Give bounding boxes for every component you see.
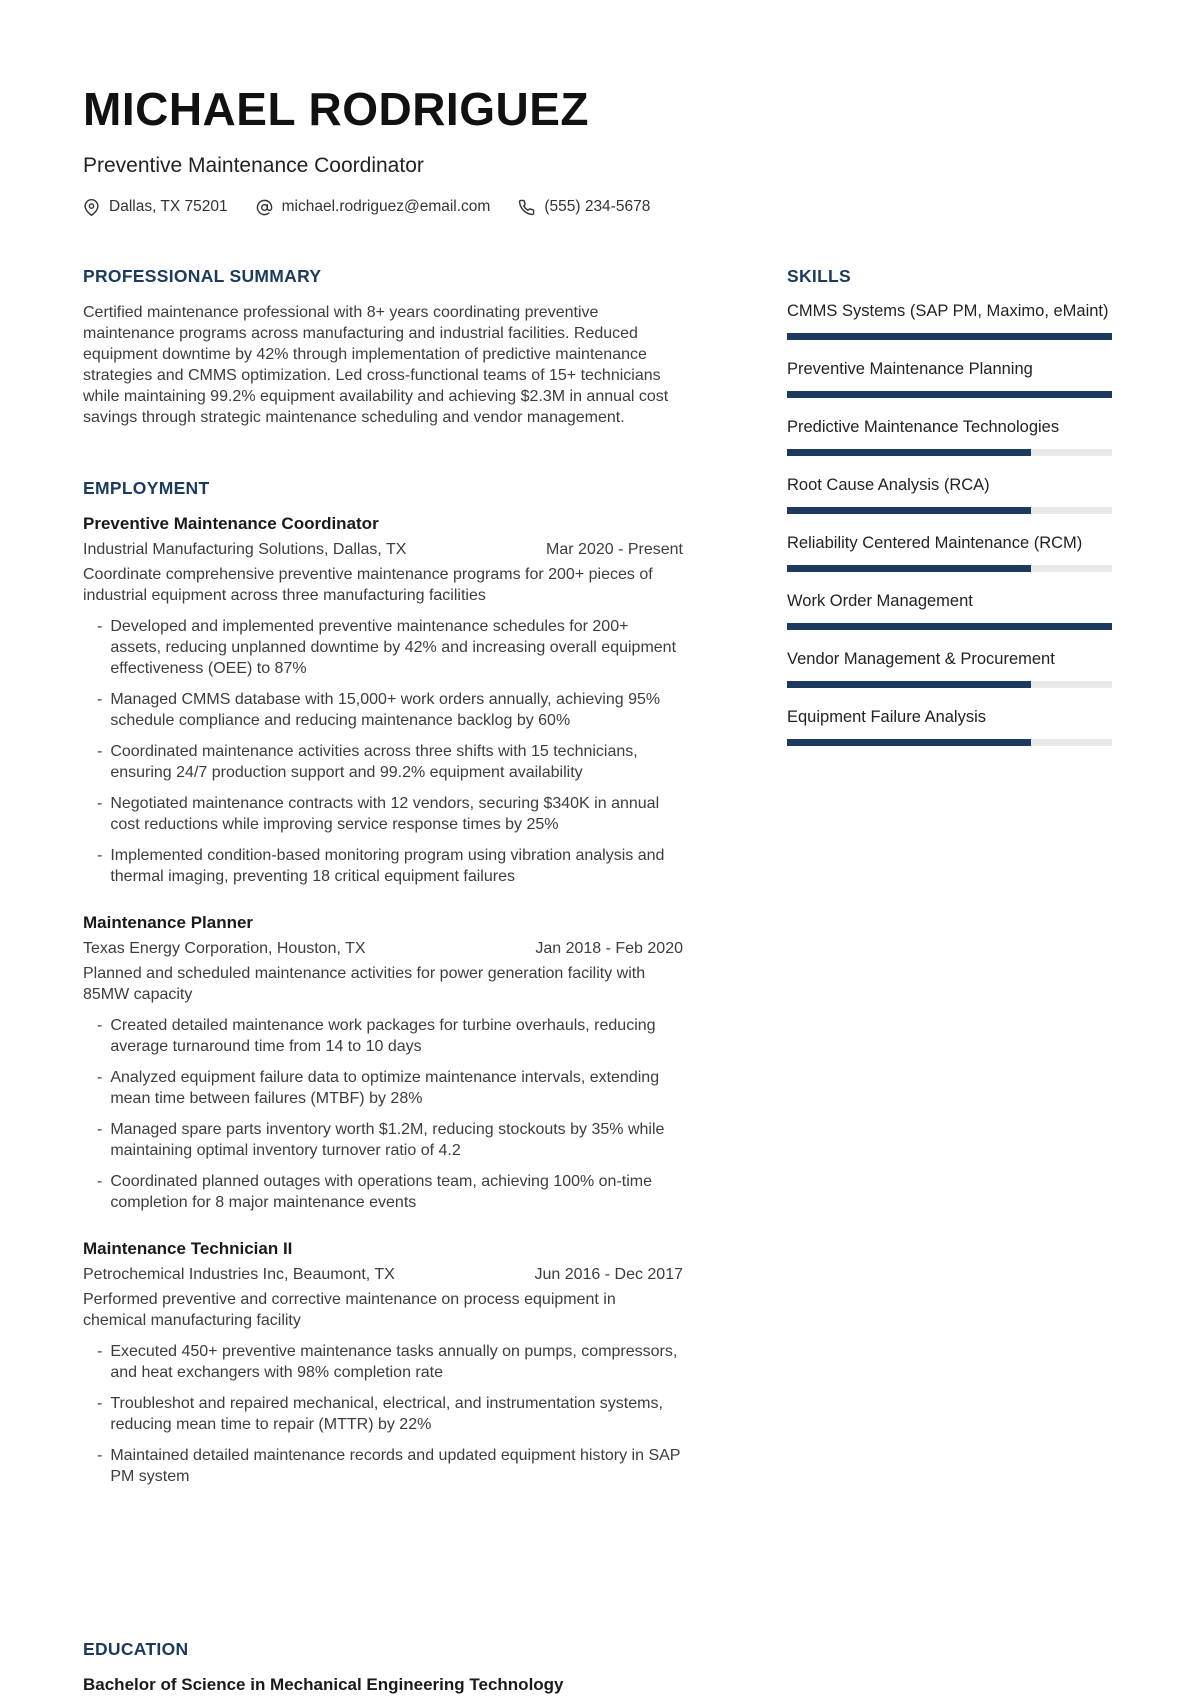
skill-progress-fill [787, 449, 1031, 456]
skill-item [787, 302, 1112, 340]
job-dates: Jan 2018 - Feb 2020 [535, 940, 683, 957]
job-bullet-list [83, 616, 683, 887]
education-section [83, 1639, 683, 1695]
skill-name: Root Cause Analysis (RCA) [787, 476, 990, 494]
skill-name: Vendor Management & Procurement [787, 650, 1055, 668]
contact-row [83, 198, 1112, 216]
job-title: Maintenance Planner [83, 913, 254, 932]
skill-item [787, 592, 1112, 630]
job-bullet: - Analyzed equipment failure data to optimize maintenance intervals, extending mean time between failures (MTBF) by 28% [83, 1067, 683, 1109]
job-bullet: - Implemented condition-based monitoring program using vibration analysis and thermal imaging, preventing 18 critical equipment failures [83, 845, 683, 887]
at-sign-icon [256, 199, 273, 216]
skill-progress-fill [787, 565, 1031, 572]
job-company: Industrial Manufacturing Solutions, Dallas, TX [83, 541, 407, 558]
content-columns [83, 266, 1112, 1695]
job-bullet: - Developed and implemented preventive maintenance schedules for 200+ assets, reducing unplanned downtime by 42% and increasing overall equipment effectiveness (OEE) to 87% [83, 616, 683, 679]
skill-progress-track [787, 333, 1112, 340]
employment-section [83, 478, 683, 1487]
contact-location-text: Dallas, TX 75201 [109, 198, 228, 215]
summary-heading: PROFESSIONAL SUMMARY [83, 266, 322, 286]
job-entry [83, 1239, 683, 1487]
right-column [787, 266, 1112, 1695]
summary-section [83, 266, 683, 428]
skill-progress-fill [787, 333, 1112, 340]
job-bullet: - Coordinated maintenance activities across three shifts with 15 technicians, ensuring 24/7 production support and 99.2% equipment availability [83, 741, 683, 783]
job-bullet: - Created detailed maintenance work packages for turbine overhauls, reducing average turnaround time from 14 to 10 days [83, 1015, 683, 1057]
skill-progress-track [787, 739, 1112, 746]
job-meta-row [83, 541, 683, 559]
skill-progress-fill [787, 507, 1031, 514]
job-company: Texas Energy Corporation, Houston, TX [83, 940, 366, 957]
skill-item [787, 476, 1112, 514]
job-title: Maintenance Technician II [83, 1239, 293, 1258]
contact-phone [518, 198, 650, 216]
job-meta-row [83, 940, 683, 958]
job-company: Petrochemical Industries Inc, Beaumont, TX [83, 1266, 395, 1283]
job-bullet: - Managed CMMS database with 15,000+ work orders annually, achieving 95% schedule compliance and reducing maintenance backlog by 60% [83, 689, 683, 731]
job-bullet: - Troubleshot and repaired mechanical, electrical, and instrumentation systems, reducing mean time to repair (MTTR) by 22% [83, 1393, 683, 1435]
job-bullet-list [83, 1015, 683, 1213]
job-description: Planned and scheduled maintenance activities for power generation facility with 85MW capacity [83, 965, 646, 1003]
job-title: Preventive Maintenance Coordinator [83, 514, 379, 533]
skill-item [787, 534, 1112, 572]
skill-progress-track [787, 507, 1112, 514]
employment-heading: EMPLOYMENT [83, 478, 210, 498]
map-pin-icon [83, 199, 100, 216]
job-bullet: - Coordinated planned outages with operations team, achieving 100% on-time completion for 8 major maintenance events [83, 1171, 683, 1213]
skills-section [787, 266, 1112, 746]
job-entry [83, 913, 683, 1213]
contact-email [256, 198, 491, 216]
skill-name: Equipment Failure Analysis [787, 708, 987, 726]
job-bullet: - Managed spare parts inventory worth $1.2M, reducing stockouts by 35% while maintaining optimal inventory turnover ratio of 4.2 [83, 1119, 683, 1161]
person-job-title: Preventive Maintenance Coordinator [83, 154, 424, 177]
skill-item [787, 418, 1112, 456]
skill-progress-fill [787, 391, 1112, 398]
phone-icon [518, 199, 535, 216]
job-bullet-list [83, 1341, 683, 1487]
job-entry [83, 514, 683, 887]
skill-progress-track [787, 449, 1112, 456]
skill-item [787, 650, 1112, 688]
skill-name: Preventive Maintenance Planning [787, 360, 1033, 378]
job-dates: Mar 2020 - Present [546, 541, 683, 558]
skill-progress-track [787, 623, 1112, 630]
skill-progress-track [787, 681, 1112, 688]
job-description: Coordinate comprehensive preventive maintenance programs for 200+ pieces of industrial equipment across three manufacturing facilities [83, 566, 653, 604]
skill-name: CMMS Systems (SAP PM, Maximo, eMaint) [787, 302, 1109, 320]
skill-progress-track [787, 391, 1112, 398]
skill-name: Reliability Centered Maintenance (RCM) [787, 534, 1083, 552]
person-name: MICHAEL RODRIGUEZ [83, 83, 589, 135]
skills-heading: SKILLS [787, 266, 852, 286]
contact-location [83, 198, 228, 216]
job-meta-row [83, 1266, 683, 1284]
contact-phone-text: (555) 234-5678 [544, 198, 651, 215]
skill-progress-track [787, 565, 1112, 572]
contact-email-text: michael.rodriguez@email.com [281, 198, 491, 215]
skill-item [787, 708, 1112, 746]
education-degree: Bachelor of Science in Mechanical Engineering Technology [83, 1675, 564, 1694]
resume-header [83, 83, 1112, 216]
skill-name: Work Order Management [787, 592, 973, 610]
summary-text: Certified maintenance professional with 8+ years coordinating preventive maintenance programs across manufacturing and industrial facilities. Reduced equipment downtime by 42% through implementation of predictive maintenance strategies and CMMS optimization. Led cross-functional teams of 15+ technicians while maintaining 99.2% equipment availability and achieving $2.3M in annual cost savings through strategic maintenance scheduling and vendor management. [83, 304, 669, 426]
job-bullet: - Negotiated maintenance contracts with 12 vendors, securing $340K in annual cost reductions while improving service response times by 25% [83, 793, 683, 835]
skill-progress-fill [787, 739, 1031, 746]
education-heading: EDUCATION [83, 1639, 189, 1659]
skill-item [787, 360, 1112, 398]
skill-progress-fill [787, 681, 1031, 688]
left-column [83, 266, 683, 1695]
job-bullet: - Maintained detailed maintenance records and updated equipment history in SAP PM system [83, 1445, 683, 1487]
job-description: Performed preventive and corrective maintenance on process equipment in chemical manufacturing facility [83, 1291, 616, 1329]
skill-progress-fill [787, 623, 1112, 630]
skill-name: Predictive Maintenance Technologies [787, 418, 1060, 436]
job-dates: Jun 2016 - Dec 2017 [534, 1266, 683, 1283]
job-bullet: - Executed 450+ preventive maintenance tasks annually on pumps, compressors, and heat exchangers with 98% completion rate [83, 1341, 683, 1383]
